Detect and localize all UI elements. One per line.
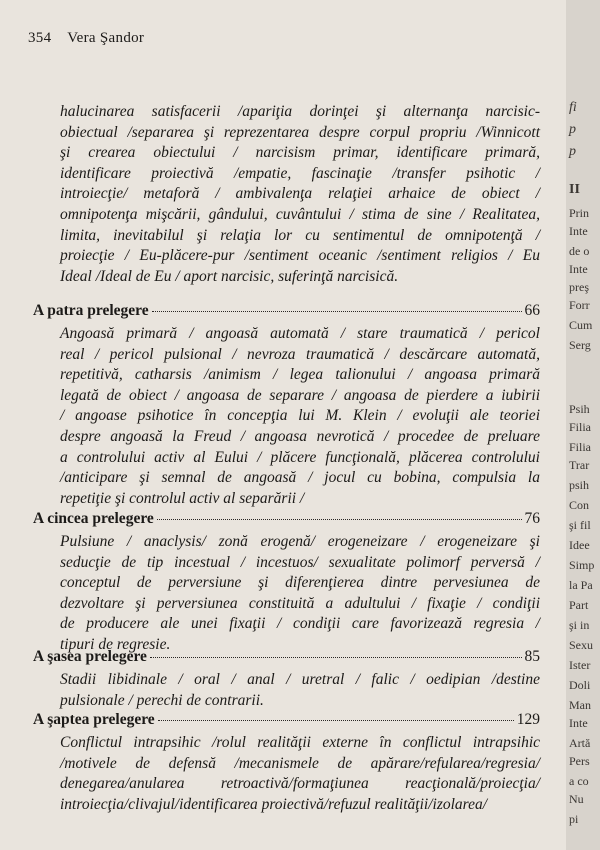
lecture-title: A cincea prelegere <box>33 510 154 527</box>
lecture-title: A şasea prelegere <box>33 648 147 665</box>
facing-page-fragment: Forr <box>569 298 590 312</box>
text-line: Ideal /Ideal de Eu / aport narcisic, suferinţă narcisică. <box>60 267 399 285</box>
dot-leader <box>157 519 522 520</box>
facing-page-fragment: Trar <box>569 458 590 472</box>
text-line: introiecţia/clivajul/identificarea proiectivă/refuzul realităţii/izolarea/ <box>60 795 488 813</box>
text-line: legată de obiect / angoasa de separare / angoasa de pierdere a iubirii <box>60 386 540 404</box>
facing-page-fragment: Cum <box>569 318 593 332</box>
facing-page-fragment: la Pa <box>569 578 593 592</box>
facing-page-fragment: Inte <box>569 224 588 238</box>
text-line: pulsionale / perechi de contrarii. <box>60 691 264 709</box>
facing-page-fragment: Serg <box>569 338 591 352</box>
lecture-title: A şaptea prelegere <box>33 711 155 728</box>
facing-page-fragment: şi in <box>569 618 590 632</box>
description-paragraph <box>60 102 540 287</box>
facing-page-fragment: fi <box>569 100 577 115</box>
lecture-entry[interactable] <box>33 711 540 729</box>
facing-page-fragment: Filia <box>569 420 592 434</box>
dot-leader <box>150 657 522 658</box>
text-line: real / pericol pulsional / nevroza traumatică / descărcare automată, <box>60 345 540 363</box>
lecture-entry[interactable] <box>33 510 540 528</box>
facing-page-fragment: Pers <box>569 754 590 768</box>
text-line: halucinarea satisfacerii /apariţia dorinţei şi alternanţa narcisic- <box>60 103 540 120</box>
facing-page-fragment: Man <box>569 698 591 712</box>
text-line: repetiţie şi controlul activ al separării / <box>60 489 305 507</box>
facing-page-fragment: Ister <box>569 658 591 672</box>
text-line: de producere ale unei fixaţii / condiţii care favorizează regresia / <box>60 615 540 633</box>
facing-page-fragment: Inte <box>569 262 588 276</box>
dot-leader <box>152 311 522 312</box>
lecture-page-number: 129 <box>516 711 540 728</box>
text-line: repetitivă, catharsis /animism / legea talionului / angoasa primară <box>60 366 540 384</box>
text-line: a controlului activ al Eului / plăcere funcţională, plăcerea controlului <box>60 448 540 466</box>
text-line: tipuri de regresie. <box>60 635 171 653</box>
facing-page-fragment: Part <box>569 598 589 612</box>
text-line: obiectual /separarea şi reprezentarea despre corpul propriu /Winnicott <box>60 123 540 141</box>
text-line: /motivele de defensă /mecanismele de apărare/refularea/regresia/ <box>60 754 540 772</box>
text-line: denegarea/anularea retroactivă/formaţiunea reacţională/proiecţia/ <box>60 775 540 793</box>
facing-page-fragment: Idee <box>569 538 590 552</box>
facing-page-fragment: Prin <box>569 206 590 220</box>
facing-page-fragment: p <box>569 144 576 159</box>
text-line: introiecţie/ metaforă / ambivalenţa relaţiei arhaice de obiect / <box>60 185 540 203</box>
facing-page-fragment: Sexu <box>569 638 593 652</box>
facing-page-fragment: psih <box>569 478 590 492</box>
facing-page-fragment: II <box>569 182 580 197</box>
text-line: /anticipare şi semnal de angoasă / jocul cu bobina, compulsia la <box>60 469 540 487</box>
text-line: dezvoltare şi perversiunea constituită a adultului / fixaţie / condiţii <box>60 594 540 612</box>
lecture-page-number: 76 <box>524 510 540 527</box>
text-line: despre angoasă la Freud / angoasa nevrotică / procedee de preluare <box>60 427 540 445</box>
text-line: omnipotenţa mişcării, gândului, cuvântului / stima de sine / Realitatea, <box>60 205 540 223</box>
lecture-page-number: 85 <box>524 648 540 665</box>
lecture-page-number: 66 <box>524 302 540 319</box>
lecture-entry[interactable] <box>33 648 540 666</box>
description-paragraph <box>60 733 540 815</box>
text-line: conceptul de perversiune şi diferenţierea dintre pervesiunea de <box>60 574 540 592</box>
text-line: şi crearea obiectului / narcisism primar, identificare primară, <box>60 144 540 162</box>
facing-page-fragment: Inte <box>569 716 588 730</box>
text-line: Angoasă primară / angoasă automată / stare traumatică / pericol <box>60 325 540 342</box>
text-line: Pulsiune / anaclysis/ zonă erogenă/ erogeneizare / erogeneizare şi <box>60 533 540 550</box>
facing-page-fragment: Doli <box>569 678 591 692</box>
facing-page-fragment: Nu <box>569 792 584 806</box>
text-line: proiecţie / Eu-plăcere-pur /sentiment oceanic /sentiment religios / Eu <box>60 247 540 265</box>
page-number: 354 <box>28 30 52 46</box>
text-line: Stadii libidinale / oral / anal / uretral / falic / oedipian /destine <box>60 671 540 688</box>
facing-page-edge <box>566 0 600 850</box>
facing-page-fragment: preş <box>569 280 589 294</box>
lecture-entry[interactable] <box>33 302 540 320</box>
text-line: identificare proiectivă /empatie, fascinaţie /transfer psihotic / <box>60 164 540 182</box>
facing-page-fragment: Simp <box>569 558 595 572</box>
facing-page-fragment: pi <box>569 812 579 826</box>
facing-page-fragment: p <box>569 122 576 137</box>
text-line: limita, inevitabilul şi relaţia lor cu sentimentul de omnipotenţă / <box>60 226 540 244</box>
description-paragraph <box>60 532 540 656</box>
facing-page-fragment: Artă <box>569 736 591 750</box>
running-header <box>28 30 144 47</box>
facing-page-fragment: a co <box>569 774 589 788</box>
facing-page-fragment: Con <box>569 498 590 512</box>
text-line: seducţie de tip incestual / incestuos/ sexualitate polimorf perversă / <box>60 553 540 571</box>
facing-page-fragment: Filia <box>569 440 592 454</box>
facing-page-fragment: Psih <box>569 402 590 416</box>
author-name: Vera Şandor <box>67 30 145 46</box>
facing-page-fragment: de o <box>569 244 590 258</box>
text-line: / angoase psihotice în concepţia lui M. Klein / evoluţii ale teoriei <box>60 407 540 425</box>
lecture-title: A patra prelegere <box>33 302 149 319</box>
facing-page-fragment: şi fil <box>569 518 591 532</box>
description-paragraph <box>60 324 540 509</box>
dot-leader <box>158 720 514 721</box>
description-paragraph <box>60 670 540 711</box>
text-line: Conflictul intrapsihic /rolul realităţii externe în conflictul intrapsihic <box>60 734 540 751</box>
